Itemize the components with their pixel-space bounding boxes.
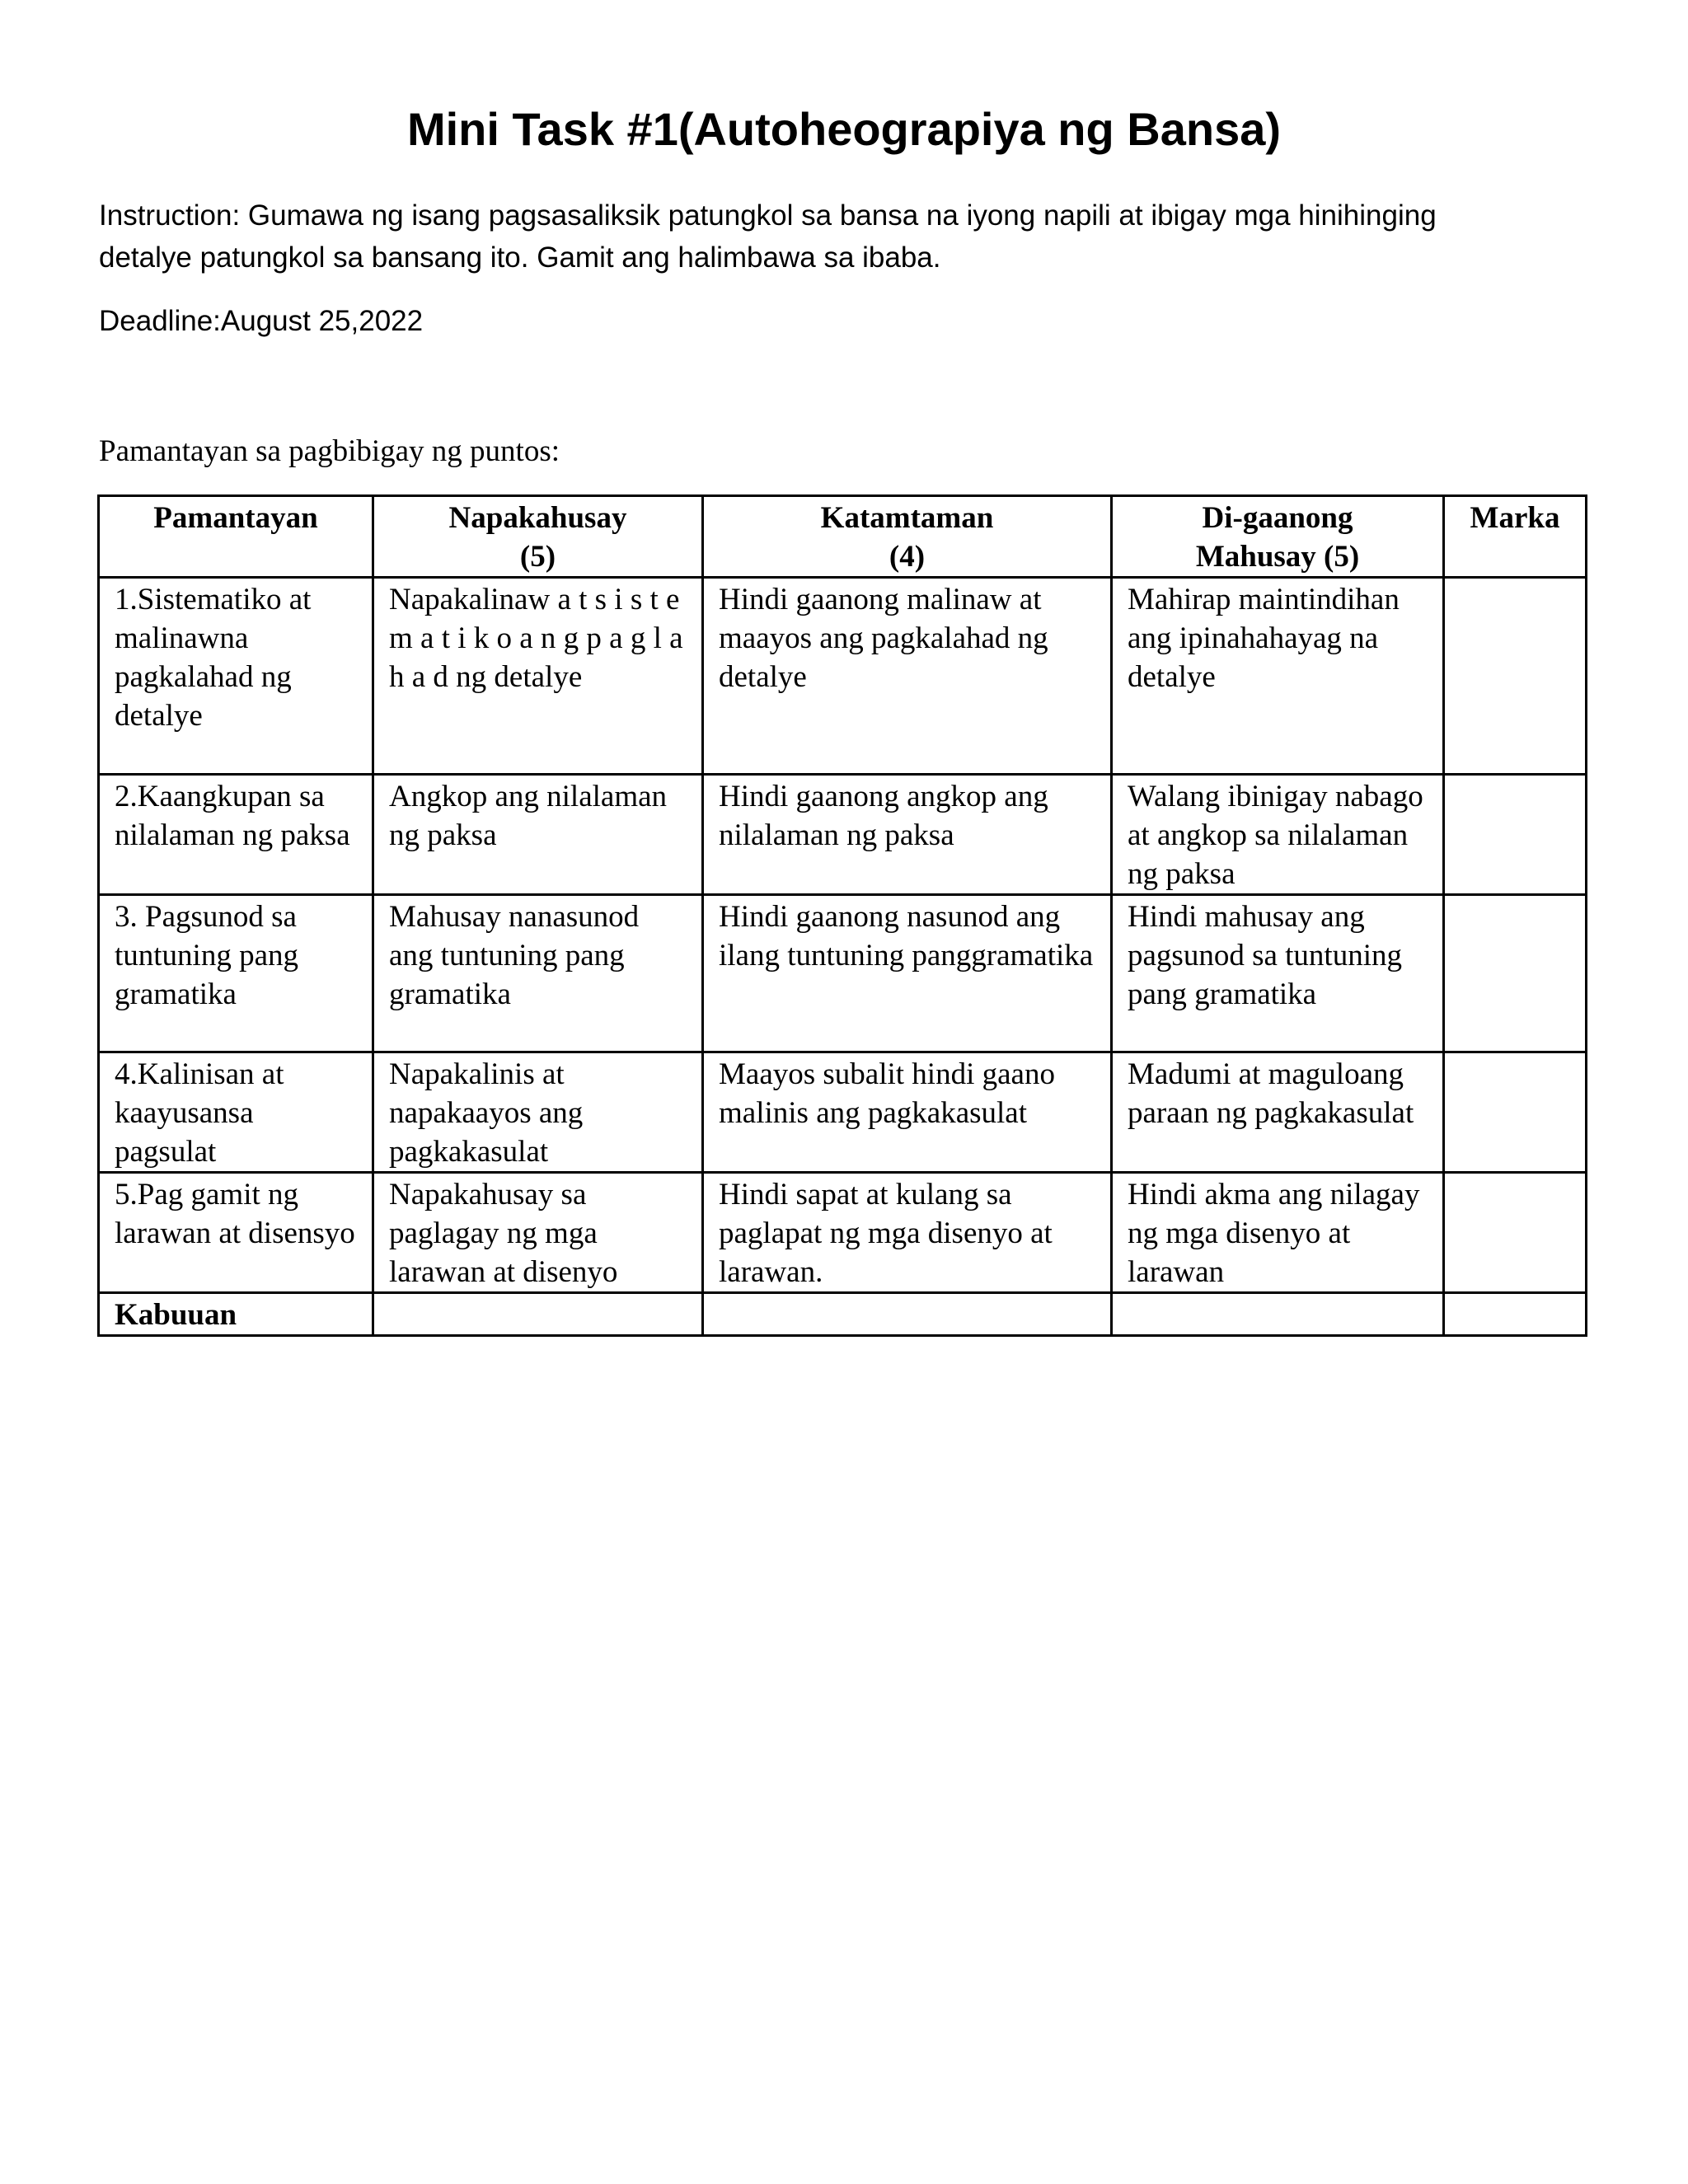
score-cell (1444, 895, 1587, 1052)
header-average-points: (4) (889, 540, 926, 574)
average-cell: Hindi gaanong angkop ang nilalaman ng paksa (703, 775, 1112, 895)
average-cell: Hindi gaanong nasunod ang ilang tuntuning panggramatika (703, 895, 1112, 1052)
excellent-cell: Napakalinis at napakaayos ang pagkakasulat (373, 1052, 703, 1173)
average-cell: Hindi sapat at kulang sa paglapat ng mga disenyo at larawan. (703, 1173, 1112, 1293)
excellent-cell: Napakahusay sa paglagay ng mga larawan at disenyo (373, 1173, 703, 1293)
excellent-cell: Napakalinaw a t s i s t e m a t i k o a n g p a g l a h a d ng detalye (373, 578, 703, 775)
poor-cell: Walang ibinigay nabago at angkop sa nilalaman ng paksa (1112, 775, 1444, 895)
header-poor (1112, 496, 1444, 578)
table-row (99, 895, 1587, 1052)
header-criteria (99, 496, 373, 578)
header-row (99, 496, 1587, 578)
score-cell (1444, 775, 1587, 895)
excellent-cell: Angkop ang nilalaman ng paksa (373, 775, 703, 895)
header-excellent-points: (5) (519, 540, 556, 574)
poor-cell: Hindi akma ang nilagay ng mga disenyo at larawan (1112, 1173, 1444, 1293)
score-cell (1444, 1173, 1587, 1293)
poor-cell: Madumi at maguloang paraan ng pagkakasulat (1112, 1052, 1444, 1173)
total-excellent-cell (373, 1293, 703, 1336)
score-cell (1444, 578, 1587, 775)
header-excellent-label: Napakahusay (448, 501, 627, 535)
header-criteria-label: Pamantayan (153, 501, 318, 535)
total-row (99, 1293, 1587, 1336)
criteria-cell: 1.Sistematiko at malinawna pagkalahad ng detalye (99, 578, 373, 775)
average-cell: Maayos subalit hindi gaano malinis ang pagkakasulat (703, 1052, 1112, 1173)
total-average-cell (703, 1293, 1112, 1336)
criteria-caption: Pamantayan sa pagbibigay ng puntos: (99, 434, 560, 468)
table-row (99, 1173, 1587, 1293)
instruction-text: Instruction: Gumawa ng isang pagsasaliksik patungkol sa bansa na iyong napili at ibigay mga hinihinging detalye patungkol sa bansang ito. Gamit ang halimbawa sa ibaba. (99, 199, 1437, 274)
header-poor-label: Di-gaanong (1202, 501, 1353, 535)
document-title: Mini Task #1(Autoheograpiya ng Bansa) (406, 103, 1282, 155)
header-average (703, 496, 1112, 578)
header-poor-points: Mahusay (5) (1195, 540, 1360, 574)
total-score-cell (1444, 1293, 1587, 1336)
criteria-cell: 2.Kaangkupan sa nilalaman ng paksa (99, 775, 373, 895)
criteria-cell: 3. Pagsunod sa tuntuning pang gramatika (99, 895, 373, 1052)
header-score (1444, 496, 1587, 578)
header-score-label: Marka (1470, 501, 1560, 535)
deadline-text: Deadline:August 25,2022 (99, 305, 424, 337)
rubric-table (97, 494, 1587, 1337)
score-cell (1444, 1052, 1587, 1173)
table-row (99, 578, 1587, 775)
excellent-cell: Mahusay nanasunod ang tuntuning pang gramatika (373, 895, 703, 1052)
poor-cell: Hindi mahusay ang pagsunod sa tuntuning pang gramatika (1112, 895, 1444, 1052)
header-average-label: Katamtaman (820, 501, 994, 535)
table-row (99, 1052, 1587, 1173)
criteria-cell: 4.Kalinisan at kaayusansa pagsulat (99, 1052, 373, 1173)
table-row (99, 775, 1587, 895)
average-cell: Hindi gaanong malinaw at maayos ang pagkalahad ng detalye (703, 578, 1112, 775)
header-excellent (373, 496, 703, 578)
total-label: Kabuuan (99, 1293, 373, 1336)
poor-cell: Mahirap maintindihan ang ipinahahayag na detalye (1112, 578, 1444, 775)
total-poor-cell (1112, 1293, 1444, 1336)
criteria-cell: 5.Pag gamit ng larawan at disensyo (99, 1173, 373, 1293)
